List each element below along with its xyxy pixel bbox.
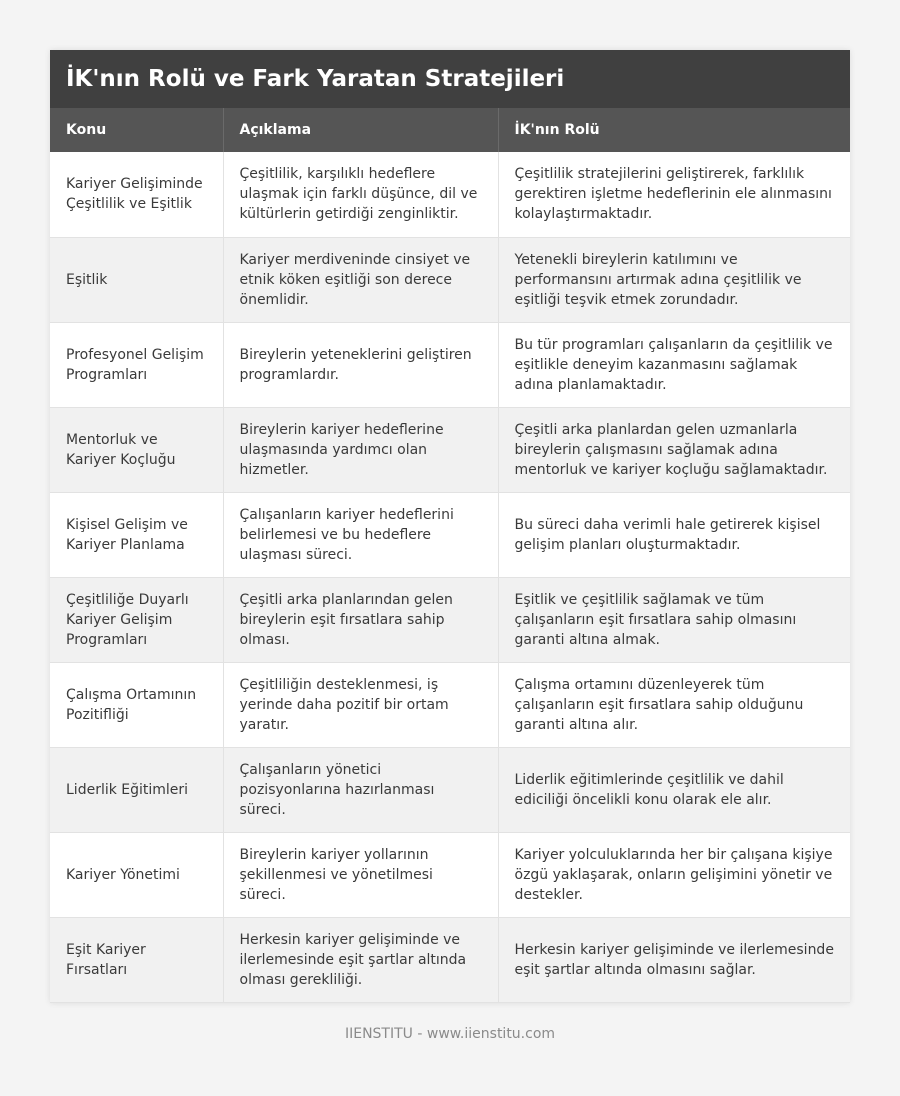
table-row: [50, 917, 850, 1002]
footer-credit: IIENSTITU - www.iienstitu.com: [344, 1026, 556, 1042]
cell-aciklama: Çeşitli arka planlarından gelen bireylerin eşit fırsatlara sahip olması.: [223, 577, 498, 662]
data-table: [50, 108, 850, 1003]
cell-aciklama: Kariyer merdiveninde cinsiyet ve etnik köken eşitliği son derece önemlidir.: [223, 237, 498, 322]
cell-aciklama: Çalışanların yönetici pozisyonlarına hazırlanması süreci.: [223, 747, 498, 832]
title-bar: [50, 50, 850, 108]
cell-konu: Eşit Kariyer Fırsatları: [50, 917, 223, 1002]
table-row: [50, 662, 850, 747]
table-row: [50, 407, 850, 492]
table-card: [50, 50, 850, 1003]
cell-rol: Çalışma ortamını düzenleyerek tüm çalışanların eşit fırsatlara sahip olduğunu garanti altına alır.: [498, 662, 850, 747]
cell-rol: Çeşitli arka planlardan gelen uzmanlarla bireylerin çalışmasını sağlamak adına mentorluk ve kariyer koçluğu sağlamaktadır.: [498, 407, 850, 492]
cell-rol: Bu tür programları çalışanların da çeşitlilik ve eşitlikle deneyim kazanmasını sağlamak adına planlamaktadır.: [498, 322, 850, 407]
cell-aciklama: Bireylerin kariyer hedeflerine ulaşmasında yardımcı olan hizmetler.: [223, 407, 498, 492]
table-row: [50, 832, 850, 917]
column-header-aciklama: Açıklama: [223, 108, 498, 152]
cell-rol: Yetenekli bireylerin katılımını ve performansını artırmak adına çeşitlilik ve eşitliği teşvik etmek zorundadır.: [498, 237, 850, 322]
cell-konu: Profesyonel Gelişim Programları: [50, 322, 223, 407]
column-header-konu: Konu: [50, 108, 223, 152]
cell-rol: Liderlik eğitimlerinde çeşitlilik ve dahil ediciliği öncelikli konu olarak ele alır.: [498, 747, 850, 832]
table-row: [50, 152, 850, 237]
table-row: [50, 237, 850, 322]
cell-rol: Bu süreci daha verimli hale getirerek kişisel gelişim planları oluşturmaktadır.: [498, 492, 850, 577]
cell-aciklama: Bireylerin yeteneklerini geliştiren programlardır.: [223, 322, 498, 407]
cell-aciklama: Çalışanların kariyer hedeflerini belirlemesi ve bu hedeflere ulaşması süreci.: [223, 492, 498, 577]
cell-rol: Eşitlik ve çeşitlilik sağlamak ve tüm çalışanların eşit fırsatlara sahip olmasını garanti altına almak.: [498, 577, 850, 662]
table-row: [50, 747, 850, 832]
cell-konu: Çeşitliliğe Duyarlı Kariyer Gelişim Programları: [50, 577, 223, 662]
cell-aciklama: Çeşitliliğin desteklenmesi, iş yerinde daha pozitif bir ortam yaratır.: [223, 662, 498, 747]
cell-konu: Kariyer Gelişiminde Çeşitlilik ve Eşitlik: [50, 152, 223, 237]
cell-rol: Herkesin kariyer gelişiminde ve ilerlemesinde eşit şartlar altında olmasını sağlar.: [498, 917, 850, 1002]
page-title: İK'nın Rolü ve Fark Yaratan Stratejileri: [66, 66, 565, 92]
cell-konu: Liderlik Eğitimleri: [50, 747, 223, 832]
table-row: [50, 322, 850, 407]
cell-konu: Kariyer Yönetimi: [50, 832, 223, 917]
header-row: [50, 108, 850, 152]
cell-konu: Kişisel Gelişim ve Kariyer Planlama: [50, 492, 223, 577]
table-row: [50, 492, 850, 577]
cell-rol: Çeşitlilik stratejilerini geliştirerek, farklılık gerektiren işletme hedeflerinin ele alınmasını kolaylaştırmaktadır.: [498, 152, 850, 237]
column-header-ik-rolu: İK'nın Rolü: [498, 108, 850, 152]
cell-konu: Çalışma Ortamının Pozitifliği: [50, 662, 223, 747]
table-row: [50, 577, 850, 662]
cell-konu: Mentorluk ve Kariyer Koçluğu: [50, 407, 223, 492]
cell-konu: Eşitlik: [50, 237, 223, 322]
cell-aciklama: Çeşitlilik, karşılıklı hedeflere ulaşmak için farklı düşünce, dil ve kültürlerin getirdiği zenginliktir.: [223, 152, 498, 237]
cell-rol: Kariyer yolculuklarında her bir çalışana kişiye özgü yaklaşarak, onların gelişimini yönetir ve destekler.: [498, 832, 850, 917]
cell-aciklama: Herkesin kariyer gelişiminde ve ilerlemesinde eşit şartlar altında olması gerekliliği.: [223, 917, 498, 1002]
cell-aciklama: Bireylerin kariyer yollarının şekillenmesi ve yönetilmesi süreci.: [223, 832, 498, 917]
